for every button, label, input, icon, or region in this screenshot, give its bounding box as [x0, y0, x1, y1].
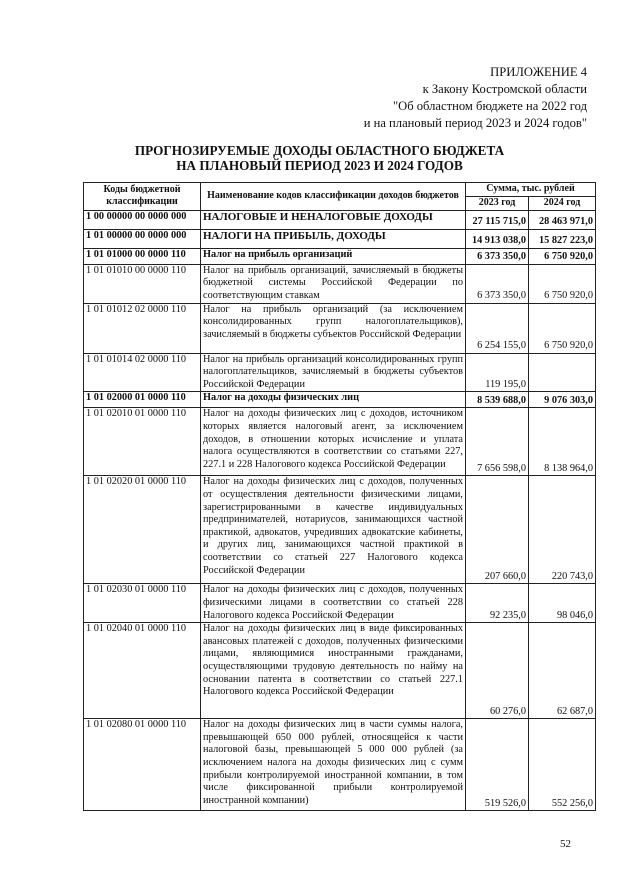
table-row	[84, 719, 596, 811]
table-row	[84, 264, 596, 303]
header-name: Наименование кодов классификации доходов бюджетов	[201, 183, 466, 211]
row-name: Налог на прибыль организаций (за исключением консолидированных групп налогоплательщиков), зачисляемый в бюджеты субъектов Российской Федерации	[201, 303, 466, 353]
row-name: НАЛОГОВЫЕ И НЕНАЛОГОВЫЕ ДОХОДЫ	[201, 210, 466, 229]
header-2024: 2024 год	[529, 197, 596, 211]
table-row	[84, 623, 596, 719]
row-2024: 9 076 303,0	[529, 392, 596, 408]
header-code: Коды бюджетной классификации	[84, 183, 201, 211]
row-2023: 60 276,0	[466, 623, 529, 719]
header-2023: 2023 год	[466, 197, 529, 211]
row-2023: 6 373 350,0	[466, 248, 529, 264]
row-2024: 6 750 920,0	[529, 248, 596, 264]
row-code: 1 01 02040 01 0000 110	[84, 623, 201, 719]
table-row	[84, 210, 596, 229]
row-2023: 14 913 038,0	[466, 229, 529, 248]
row-2024: 6 750 920,0	[529, 264, 596, 303]
row-2024: 15 827 223,0	[529, 229, 596, 248]
row-2023: 8 539 688,0	[466, 392, 529, 408]
row-code: 1 01 01012 02 0000 110	[84, 303, 201, 353]
row-2024: 6 750 920,0	[529, 303, 596, 353]
appendix-header	[364, 64, 587, 132]
page-number: 52	[560, 838, 571, 850]
row-2023: 27 115 715,0	[466, 210, 529, 229]
table-row	[84, 408, 596, 476]
row-2023: 6 373 350,0	[466, 264, 529, 303]
table-row	[84, 353, 596, 392]
row-name: Налог на доходы физических лиц	[201, 392, 466, 408]
row-2023: 119 195,0	[466, 353, 529, 392]
header-sum: Сумма, тыс. рублей	[466, 183, 596, 197]
row-code: 1 01 01010 00 0000 110	[84, 264, 201, 303]
row-code: 1 01 02000 01 0000 110	[84, 392, 201, 408]
row-2024	[529, 353, 596, 392]
appendix-law-title: "Об областном бюджете на 2022 год	[392, 99, 587, 113]
row-code: 1 00 00000 00 0000 000	[84, 210, 201, 229]
row-code: 1 01 02010 01 0000 110	[84, 408, 201, 476]
row-name: Налог на доходы физических лиц с доходов, источником которых является налоговый агент, за исключением доходов, в отношении которых исчисление и уплата налога осуществляются в соответствии со статьями 227, 227.1 и 228 Налогового кодекса Российской Федерации	[201, 408, 466, 476]
table-row	[84, 303, 596, 353]
appendix-law: к Закону Костромской области	[422, 82, 587, 96]
row-code: 1 01 00000 00 0000 000	[84, 229, 201, 248]
row-2024: 62 687,0	[529, 623, 596, 719]
title-line-2: НА ПЛАНОВЫЙ ПЕРИОД 2023 И 2024 ГОДОВ	[176, 158, 463, 173]
row-2024: 98 046,0	[529, 584, 596, 623]
row-name: НАЛОГИ НА ПРИБЫЛЬ, ДОХОДЫ	[201, 229, 466, 248]
row-2023: 6 254 155,0	[466, 303, 529, 353]
table-row	[84, 392, 596, 408]
row-2024: 28 463 971,0	[529, 210, 596, 229]
row-code: 1 01 02020 01 0000 110	[84, 476, 201, 584]
table-row	[84, 248, 596, 264]
row-name: Налог на доходы физических лиц в части суммы налога, превышающей 650 000 рублей, относящейся к части налоговой базы, превышающей 5 000 000 рублей (за исключением налога на доходы физических лиц с сумм прибыли контролируемой иностранной компании, в том числе фиксированной прибыли контролируемой иностранной компании)	[201, 719, 466, 811]
row-name: Налог на доходы физических лиц с доходов, полученных от осуществления деятельности физическими лицами, зарегистрированными в качестве индивидуальных предпринимателей, нотариусов, занимающихся частной практикой, адвокатов, учредивших адвокатские кабинеты, и других лиц, занимающихся частной практикой в соответствии со статьей 227 Налогового кодекса Российской Федерации	[201, 476, 466, 584]
table-row	[84, 229, 596, 248]
row-2024: 220 743,0	[529, 476, 596, 584]
document-title	[0, 143, 639, 173]
row-2023: 92 235,0	[466, 584, 529, 623]
table-row	[84, 584, 596, 623]
row-name: Налог на доходы физических лиц в виде фиксированных авансовых платежей с доходов, полученных физическими лицами, являющимися иностранными гражданами, осуществляющими трудовую деятельность по найму на основании патента в соответствии со статьей 227.1 Налогового кодекса Российской Федерации	[201, 623, 466, 719]
appendix-number: ПРИЛОЖЕНИЕ 4	[490, 65, 587, 79]
row-name: Налог на прибыль организаций	[201, 248, 466, 264]
row-2023: 207 660,0	[466, 476, 529, 584]
row-2024: 552 256,0	[529, 719, 596, 811]
row-2024: 8 138 964,0	[529, 408, 596, 476]
row-name: Налог на доходы физических лиц с доходов, полученных физическими лицами в соответствии со статьей 228 Налогового кодекса Российской Федерации	[201, 584, 466, 623]
row-name: Налог на прибыль организаций, зачисляемый в бюджеты бюджетной системы Российской Федерации по соответствующим ставкам	[201, 264, 466, 303]
row-code: 1 01 01000 00 0000 110	[84, 248, 201, 264]
title-line-1: ПРОГНОЗИРУЕМЫЕ ДОХОДЫ ОБЛАСТНОГО БЮДЖЕТА	[134, 143, 505, 158]
row-2023: 7 656 598,0	[466, 408, 529, 476]
row-code: 1 01 01014 02 0000 110	[84, 353, 201, 392]
table-row	[84, 476, 596, 584]
revenue-table	[83, 182, 596, 811]
row-code: 1 01 02030 01 0000 110	[84, 584, 201, 623]
appendix-law-title-cont: и на плановый период 2023 и 2024 годов"	[363, 116, 587, 130]
row-name: Налог на прибыль организаций консолидированных групп налогоплательщиков, зачисляемый в бюджеты субъектов Российской Федерации	[201, 353, 466, 392]
row-2023: 519 526,0	[466, 719, 529, 811]
row-code: 1 01 02080 01 0000 110	[84, 719, 201, 811]
